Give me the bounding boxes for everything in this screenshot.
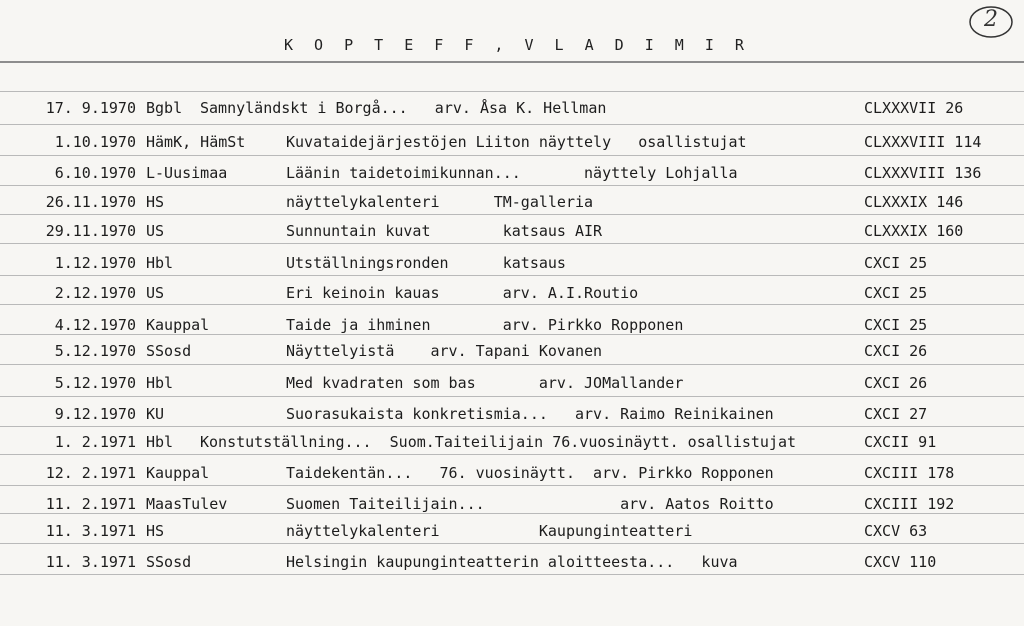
entry-source: SSosd — [146, 342, 192, 360]
ruled-line — [0, 485, 1024, 486]
entry-row — [0, 430, 1024, 454]
entry-source: KU — [146, 405, 165, 423]
ruled-line — [0, 543, 1024, 544]
entry-date: 5.12.1970 — [54, 342, 136, 360]
entry-description: Konstutställning... Suom.Taiteilijain 76.vuosinäytt. osallistujat — [200, 433, 797, 451]
entry-source: L-Uusimaa — [146, 164, 228, 182]
entry-description: Helsingin kaupunginteatterin aloitteesta... kuva — [286, 553, 738, 571]
entry-reference: CLXXXVIII 136 — [864, 164, 982, 182]
entry-description: Näyttelyistä arv. Tapani Kovanen — [286, 342, 603, 360]
entry-row — [0, 251, 1024, 275]
entry-date: 4.12.1970 — [54, 316, 136, 334]
entry-row — [0, 130, 1024, 154]
entry-reference: CXCII 91 — [864, 433, 937, 451]
entry-description: Taide ja ihminen arv. Pirkko Ropponen — [286, 316, 684, 334]
card-title: K O P T E F F , V L A D I M I R — [284, 36, 750, 54]
page-number-mark — [968, 4, 1014, 40]
entry-row — [0, 519, 1024, 543]
ruled-line — [0, 364, 1024, 365]
entry-description: Suomen Taiteilijain... arv. Aatos Roitto — [286, 495, 774, 513]
entry-description: Eri keinoin kauas arv. A.I.Routio — [286, 284, 639, 302]
entry-date: 11. 3.1971 — [45, 522, 136, 540]
ruled-line — [0, 243, 1024, 244]
ruled-line — [0, 275, 1024, 276]
entry-reference: CXCI 27 — [864, 405, 928, 423]
entry-reference: CLXXXIX 146 — [864, 193, 964, 211]
entry-date: 1.12.1970 — [54, 254, 136, 272]
entry-reference: CLXXXVIII 114 — [864, 133, 982, 151]
entry-source: Hbl — [146, 433, 174, 451]
entry-description: Utställningsronden katsaus — [286, 254, 566, 272]
entry-reference: CXCI 25 — [864, 284, 928, 302]
entry-date: 26.11.1970 — [45, 193, 136, 211]
entry-source: US — [146, 222, 165, 240]
entry-row — [0, 339, 1024, 363]
ruled-line — [0, 124, 1024, 125]
entry-description: Taidekentän... 76. vuosinäytt. arv. Pirkko Ropponen — [286, 464, 774, 482]
ruled-line — [0, 185, 1024, 186]
entry-reference: CLXXXVII 26 — [864, 99, 964, 117]
entry-description: näyttelykalenteri TM-galleria — [286, 193, 594, 211]
entry-reference: CXCV 63 — [864, 522, 928, 540]
entry-row — [0, 190, 1024, 214]
entry-source: Hbl — [146, 374, 174, 392]
entry-reference: CXCI 26 — [864, 374, 928, 392]
entry-reference: CXCIII 192 — [864, 495, 955, 513]
entry-source: SSosd — [146, 553, 192, 571]
entry-reference: CXCIII 178 — [864, 464, 955, 482]
entry-reference: CXCI 25 — [864, 316, 928, 334]
entry-row — [0, 161, 1024, 185]
entry-row — [0, 96, 1024, 120]
entry-reference: CLXXXIX 160 — [864, 222, 964, 240]
ruled-line — [0, 454, 1024, 455]
entry-date: 11. 2.1971 — [45, 495, 136, 513]
entry-date: 2.12.1970 — [54, 284, 136, 302]
entry-date: 1. 2.1971 — [54, 433, 136, 451]
entry-date: 17. 9.1970 — [45, 99, 136, 117]
entry-row — [0, 402, 1024, 426]
entry-date: 29.11.1970 — [45, 222, 136, 240]
page-number: 2 — [984, 7, 998, 32]
entry-date: 11. 3.1971 — [45, 553, 136, 571]
ruled-line — [0, 155, 1024, 156]
entry-source: HS — [146, 522, 165, 540]
entry-date: 6.10.1970 — [54, 164, 136, 182]
entry-date: 9.12.1970 — [54, 405, 136, 423]
entry-source: HämK, HämSt — [146, 133, 246, 151]
entry-source: US — [146, 284, 165, 302]
entry-description: Kuvataidejärjestöjen Liiton näyttely osallistujat — [286, 133, 747, 151]
entry-source: Bgbl — [146, 99, 183, 117]
entry-description: Sunnuntain kuvat katsaus AIR — [286, 222, 603, 240]
entry-description: Suorasukaista konkretismia... arv. Raimo Reinikainen — [286, 405, 774, 423]
ruled-line — [0, 91, 1024, 92]
entry-row — [0, 461, 1024, 485]
entry-source: Hbl — [146, 254, 174, 272]
entry-date: 12. 2.1971 — [45, 464, 136, 482]
entry-description: Samnyländskt i Borgå... arv. Åsa K. Hellman — [200, 99, 607, 117]
header-rule — [0, 61, 1024, 63]
entry-reference: CXCV 110 — [864, 553, 937, 571]
entry-date: 1.10.1970 — [54, 133, 136, 151]
entry-reference: CXCI 26 — [864, 342, 928, 360]
ruled-line — [0, 426, 1024, 427]
entry-source: HS — [146, 193, 165, 211]
entry-source: Kauppal — [146, 464, 210, 482]
entry-date: 5.12.1970 — [54, 374, 136, 392]
entry-description: Med kvadraten som bas arv. JOMallander — [286, 374, 684, 392]
ruled-line — [0, 574, 1024, 575]
entry-description: näyttelykalenteri Kaupunginteatteri — [286, 522, 693, 540]
ruled-line — [0, 396, 1024, 397]
entry-row — [0, 313, 1024, 337]
entry-description: Läänin taidetoimikunnan... näyttely Lohjalla — [286, 164, 738, 182]
entry-source: MaasTulev — [146, 495, 228, 513]
entry-row — [0, 550, 1024, 574]
ruled-line — [0, 214, 1024, 215]
entry-source: Kauppal — [146, 316, 210, 334]
entry-row — [0, 371, 1024, 395]
entry-row — [0, 219, 1024, 243]
entry-row — [0, 281, 1024, 305]
entry-row — [0, 492, 1024, 516]
entry-reference: CXCI 25 — [864, 254, 928, 272]
